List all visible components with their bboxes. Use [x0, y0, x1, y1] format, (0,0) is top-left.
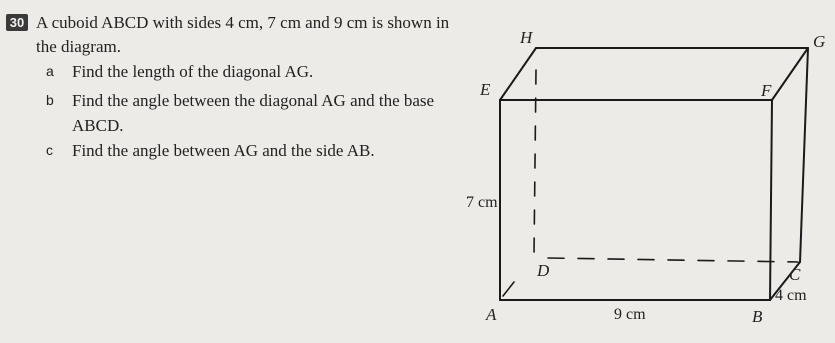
vertex-label-B: B: [752, 307, 763, 326]
dimension-height: 7 cm: [466, 194, 498, 211]
edge-FG: [772, 48, 808, 100]
part-c-text: Find the angle between AG and the side AB.: [72, 141, 375, 160]
part-a-letter: a: [46, 63, 54, 79]
edge-GC: [800, 48, 808, 262]
vertex-label-G: G: [813, 32, 826, 51]
edge-AD-hidden: [503, 282, 514, 296]
dimension-length: 9 cm: [614, 306, 646, 323]
vertex-label-A: A: [486, 305, 497, 324]
part-b-text: Find the angle between the diagonal AG and the base ABCD.: [72, 91, 435, 135]
part-a-text: Find the length of the diagonal AG.: [72, 62, 314, 81]
vertex-label-H: H: [520, 28, 533, 47]
vertex-label-D: D: [537, 261, 550, 280]
question-stem: A cuboid ABCD with sides 4 cm, 7 cm and 9 cm is shown in the diagram.: [36, 13, 450, 56]
question-number: 30: [6, 14, 28, 31]
edge-DC-hidden: [548, 258, 798, 262]
part-c-letter: c: [46, 142, 53, 158]
dimension-width: 4 cm: [775, 287, 807, 304]
edge-HD-hidden: [534, 70, 536, 255]
vertex-label-E: E: [480, 80, 491, 99]
vertex-label-F: F: [761, 81, 772, 100]
edge-BF: [770, 100, 772, 300]
vertex-label-C: C: [789, 265, 801, 284]
edge-EH: [500, 48, 536, 100]
part-b-letter: b: [46, 92, 54, 108]
